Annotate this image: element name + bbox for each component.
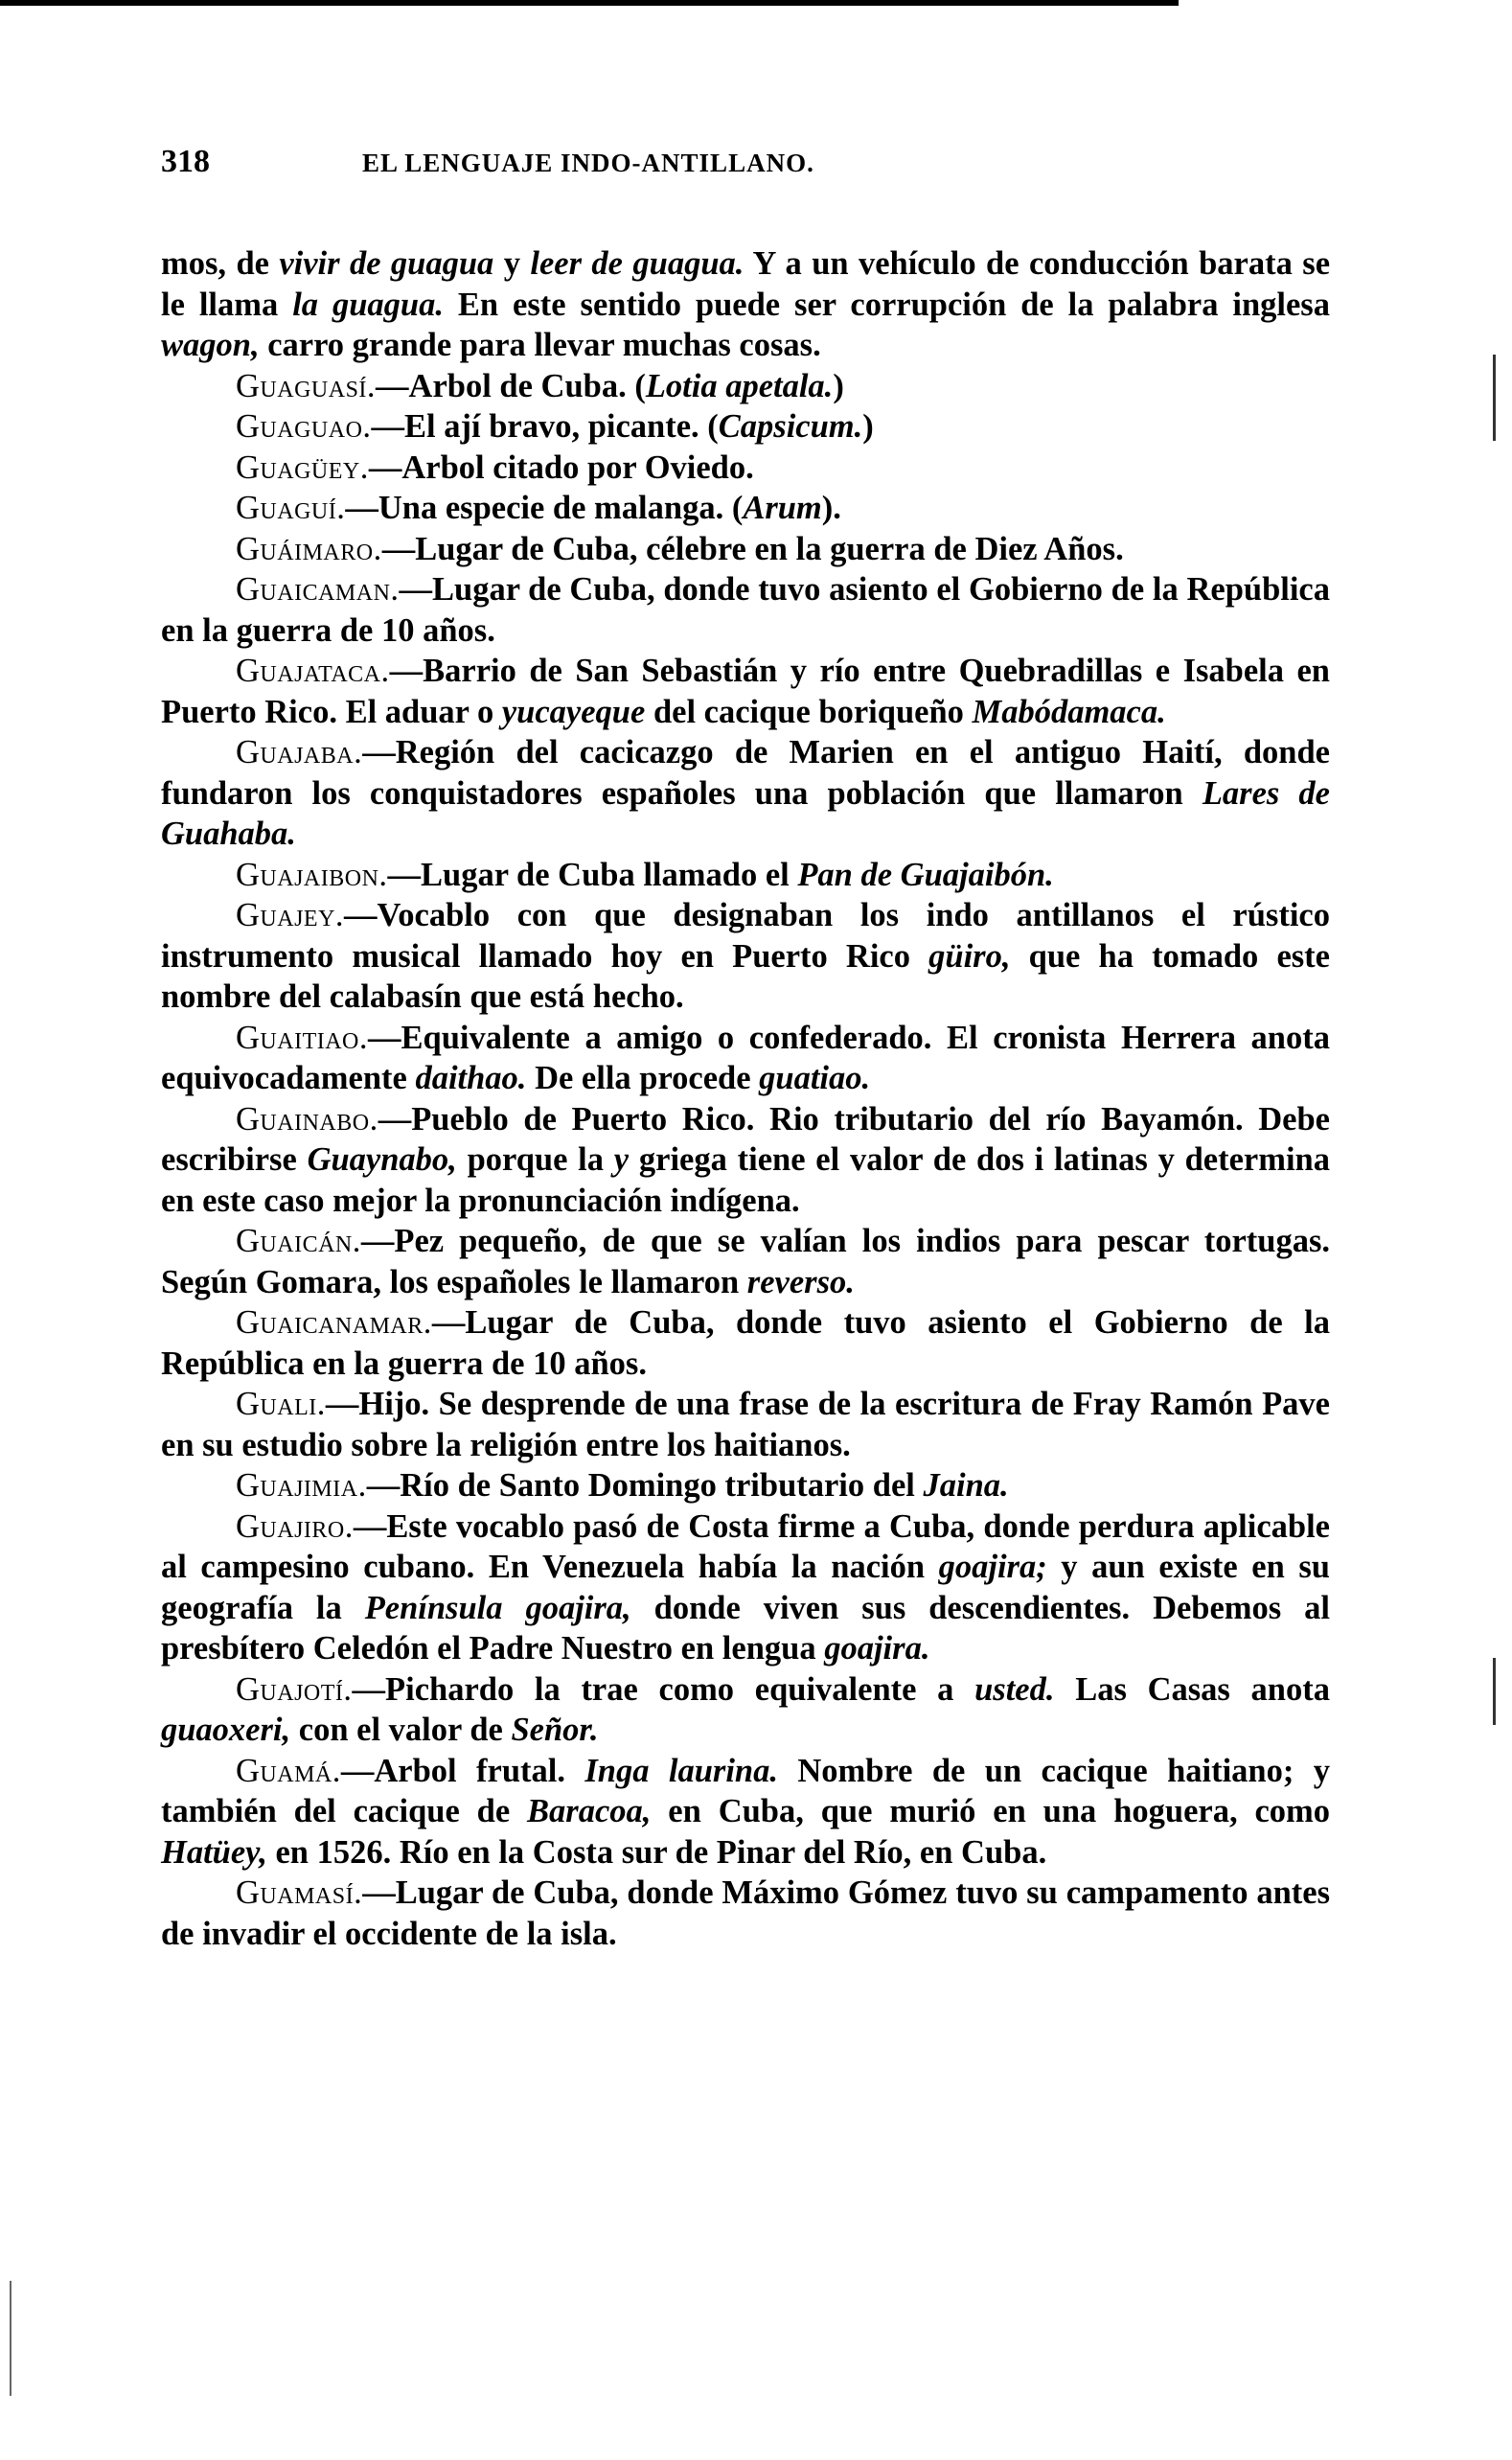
dictionary-entry bbox=[161, 1099, 1330, 1222]
entry-text: con el valor de bbox=[290, 1712, 512, 1748]
entry-text: —Equivalente a amigo o confederado. El cronista Herrera anota equivocadamente bbox=[161, 1019, 1330, 1096]
dictionary-entry bbox=[161, 529, 1330, 570]
entry-headword: Guajey. bbox=[236, 897, 345, 933]
entry-headword: Guamasí. bbox=[236, 1874, 363, 1911]
italic-term: yucayeque bbox=[501, 693, 646, 730]
entry-text: —Hijo. Se desprende de una frase de la escritura de Fray Ramón Pave en su estudio sobre la religión entre los haitianos. bbox=[161, 1386, 1330, 1463]
dictionary-entry bbox=[161, 448, 1330, 489]
italic-term: vivir de guagua bbox=[279, 245, 494, 282]
dictionary-entry bbox=[161, 366, 1330, 407]
dictionary-entry bbox=[161, 488, 1330, 529]
entry-text: —Lugar de Cuba, donde tuvo asiento el Gobierno de la República en la guerra de 10 años. bbox=[161, 571, 1330, 649]
italic-term: güiro, bbox=[928, 937, 1011, 975]
entry-text: griega tiene el valor de dos i latinas y determina en este caso mejor la pronunciación indígena. bbox=[161, 1141, 1330, 1219]
entry-text: —Pueblo de Puerto Rico. Rio tributario del río Bayamón. Debe escribirse bbox=[161, 1100, 1330, 1178]
running-title: EL LENGUAJE INDO-ANTILLANO. bbox=[362, 149, 814, 177]
margin-mark bbox=[1493, 1658, 1496, 1725]
entry-text: que ha tomado este nombre del calabasín que está hecho. bbox=[161, 937, 1330, 1015]
italic-term: Guaynabo, bbox=[307, 1141, 457, 1178]
italic-term: daithao. bbox=[415, 1060, 527, 1096]
entry-headword: Guajataca. bbox=[236, 653, 390, 689]
entry-text: ) bbox=[862, 408, 874, 445]
dictionary-entry bbox=[161, 895, 1330, 1018]
dictionary-entry bbox=[161, 1302, 1330, 1384]
entry-headword: Guaguasí. bbox=[236, 367, 377, 404]
top-border-rule bbox=[0, 0, 1179, 6]
entry-text: —Este vocablo pasó de Costa firme a Cuba, donde perdura aplicable al campesino cubano. En Venezuela había la nación bbox=[161, 1507, 1330, 1585]
entry-text: mos, de bbox=[161, 245, 280, 282]
italic-term: usted. bbox=[974, 1670, 1055, 1708]
entry-text: —Lugar de Cuba, donde tuvo asiento el Gobierno de la República en la guerra de 10 años. bbox=[161, 1304, 1330, 1382]
entry-text: y bbox=[493, 245, 531, 282]
italic-term: Hatüey, bbox=[161, 1833, 267, 1871]
entry-text: —Arbol frutal. bbox=[340, 1752, 585, 1789]
entry-text: —Pichardo la trae como equivalente a bbox=[352, 1670, 975, 1708]
margin-mark bbox=[1493, 355, 1496, 441]
entry-text: —Río de Santo Domingo tributario del bbox=[366, 1467, 924, 1504]
italic-term: Lares de Guahaba. bbox=[161, 774, 1330, 852]
italic-term: Baracoa, bbox=[527, 1793, 652, 1829]
entry-headword: Guaicán. bbox=[236, 1223, 361, 1259]
dictionary-entry bbox=[161, 1873, 1330, 1954]
italic-term: Jaina. bbox=[923, 1467, 1009, 1504]
entry-text: donde viven sus descendientes. Debemos al presbítero Celedón el Padre Nuestro en lengua bbox=[161, 1589, 1330, 1667]
entry-headword: Guajaba. bbox=[236, 734, 363, 770]
entry-text: Y a un vehículo de conducción barata se le llama bbox=[161, 245, 1331, 323]
italic-term: guatiao. bbox=[759, 1060, 871, 1096]
entry-text: —Arbol de Cuba. ( bbox=[376, 367, 646, 404]
entry-text: —Vocablo con que designaban los indo antillanos el rústico instrumento musical llamado hoy en Puerto Rico bbox=[161, 897, 1330, 975]
entry-text: —Lugar de Cuba, célebre en la guerra de Diez Años. bbox=[381, 530, 1124, 567]
entry-text: y aun existe en su geografía la bbox=[161, 1549, 1330, 1626]
entry-text: porque la bbox=[456, 1141, 614, 1178]
entry-text: Las Casas anota bbox=[1054, 1670, 1330, 1708]
entry-text: —Lugar de Cuba, donde Máximo Gómez tuvo su campamento antes de invadir el occidente de la isla. bbox=[161, 1874, 1330, 1952]
italic-term: Arum bbox=[743, 490, 822, 526]
page-number: 318 bbox=[161, 144, 210, 179]
italic-term: Señor. bbox=[511, 1712, 599, 1748]
entry-text: Nombre de un cacique haitiano; y también del cacique de bbox=[161, 1752, 1330, 1829]
entry-headword: Guagüey. bbox=[236, 448, 369, 486]
entry-text: ) bbox=[833, 367, 844, 404]
dictionary-entry bbox=[161, 1669, 1330, 1751]
page-header bbox=[161, 144, 1330, 201]
entry-text: carro grande para llevar muchas cosas. bbox=[259, 327, 821, 363]
dictionary-entry bbox=[161, 1221, 1330, 1302]
entry-text: —Barrio de San Sebastián y río entre Quebradillas e Isabela en Puerto Rico. El aduar o bbox=[161, 653, 1330, 730]
italic-term: guaoxeri, bbox=[161, 1712, 291, 1748]
entry-text: —Arbol citado por Oviedo. bbox=[368, 448, 754, 486]
italic-term: reverso. bbox=[746, 1263, 855, 1300]
entry-headword: Guáimaro. bbox=[236, 530, 382, 567]
italic-term: goajira; bbox=[938, 1549, 1047, 1585]
entry-headword: Guaicanamar. bbox=[236, 1304, 432, 1341]
entry-text: De ella procede bbox=[526, 1060, 760, 1096]
binding-mark bbox=[10, 2281, 11, 2396]
entry-text: en Cuba, que murió en una hoguera, como bbox=[651, 1793, 1331, 1829]
italic-term: Mabódamaca. bbox=[972, 693, 1166, 730]
dictionary-entry bbox=[161, 1751, 1330, 1874]
italic-term: Península goajira, bbox=[364, 1589, 631, 1626]
entry-headword: Guaguao. bbox=[236, 408, 372, 445]
italic-term: leer de guagua. bbox=[530, 245, 745, 282]
entry-text: del cacique boriqueño bbox=[645, 693, 973, 730]
dictionary-entry bbox=[161, 855, 1330, 896]
book-page bbox=[161, 144, 1330, 1954]
entry-headword: Guaitiao. bbox=[236, 1019, 369, 1056]
entry-text: —El ají bravo, picante. ( bbox=[371, 408, 719, 445]
italic-term: la guagua. bbox=[292, 286, 444, 323]
entry-text: En este sentido puede ser corrupción de la palabra inglesa bbox=[443, 286, 1330, 323]
entry-text: —Región del cacicazgo de Marien en el antiguo Haití, donde fundaron los conquistadores españoles una población que llamaron bbox=[161, 734, 1330, 812]
dictionary-entry bbox=[161, 1384, 1330, 1465]
italic-term: wagon, bbox=[161, 327, 260, 363]
dictionary-entry bbox=[161, 1018, 1330, 1099]
dictionary-entry bbox=[161, 569, 1330, 651]
italic-term: y bbox=[613, 1141, 630, 1178]
entry-text: en 1526. Río en la Costa sur de Pinar del Río, en Cuba. bbox=[266, 1833, 1047, 1871]
entry-headword: Guajimia. bbox=[236, 1467, 367, 1504]
dictionary-entry bbox=[161, 1506, 1330, 1669]
dictionary-entries bbox=[161, 243, 1330, 1954]
entry-headword: Guajotí. bbox=[236, 1670, 353, 1708]
entry-headword: Guaguí. bbox=[236, 490, 346, 526]
entry-headword: Guainabo. bbox=[236, 1100, 378, 1138]
dictionary-entry bbox=[161, 732, 1330, 855]
entry-text: —Lugar de Cuba llamado el bbox=[387, 856, 798, 893]
dictionary-entry bbox=[161, 1465, 1330, 1506]
italic-term: goajira. bbox=[824, 1630, 930, 1667]
dictionary-entry bbox=[161, 651, 1330, 732]
italic-term: Pan de Guajaibón. bbox=[797, 856, 1054, 893]
italic-term: Inga laurina. bbox=[584, 1752, 778, 1789]
italic-term: Capsicum. bbox=[718, 408, 863, 445]
entry-headword: Guaicaman. bbox=[236, 571, 400, 608]
entry-text: —Pez pequeño, de que se valían los indios para pescar tortugas. Según Gomara, los españoles le llamaron bbox=[161, 1223, 1330, 1300]
entry-headword: Guajiro. bbox=[236, 1507, 354, 1545]
entry-text: ). bbox=[821, 490, 841, 526]
dictionary-entry bbox=[161, 406, 1330, 448]
italic-term: Lotia apetala. bbox=[645, 367, 834, 404]
entry-text: —Una especie de malanga. ( bbox=[345, 490, 744, 526]
entry-headword: Guajaibon. bbox=[236, 856, 388, 893]
continuation-paragraph bbox=[161, 243, 1330, 366]
entry-headword: Guamá. bbox=[236, 1752, 341, 1789]
entry-headword: Guali. bbox=[236, 1386, 326, 1422]
